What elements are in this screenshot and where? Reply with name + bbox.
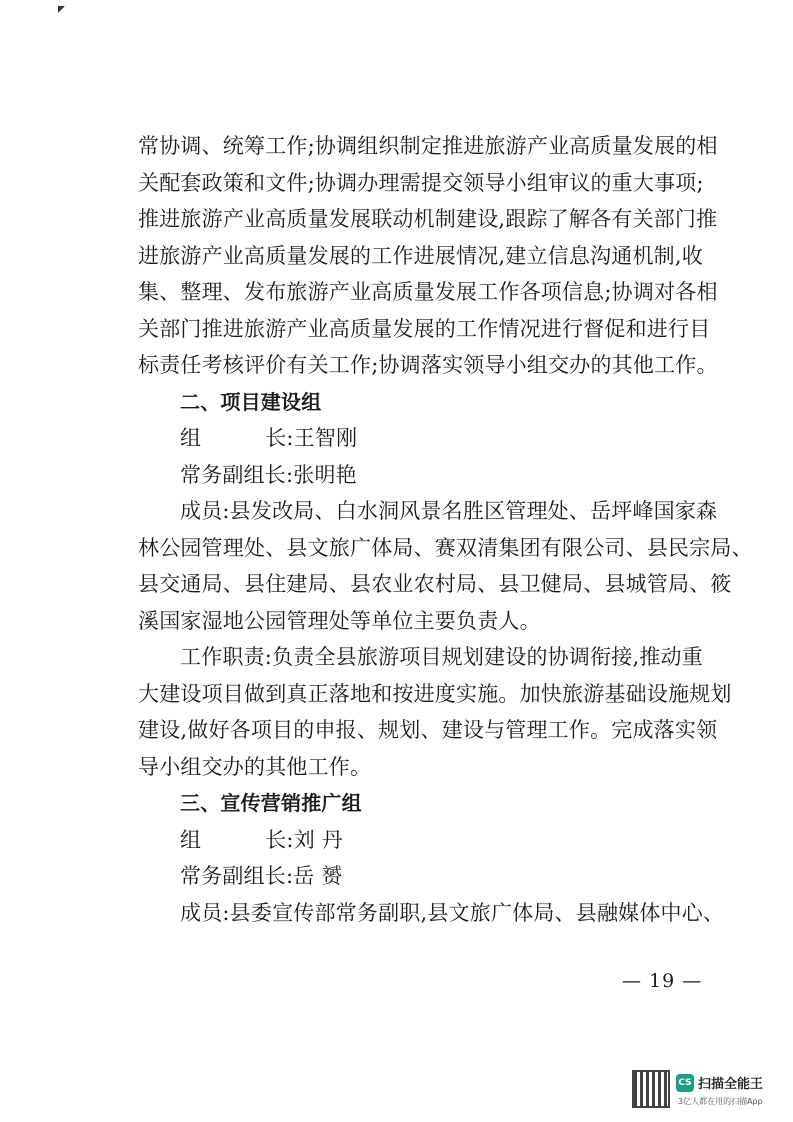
deputy-name: 岳 赟 [293,864,343,888]
leader-label-2: 长: [265,426,294,450]
leader-line [138,822,678,859]
deputy-name: 张明艳 [293,462,357,487]
members-line: 县交通局、县住建局、县农业农村局、县卫健局、县城管局、筱 [138,572,732,596]
watermark-subtitle: 3亿人都在用的扫描App [678,1097,763,1106]
duties-line: 建设,做好各项目的申报、规划、建设与管理工作。完成落实领 [138,718,718,742]
leader-label-2: 长: [265,827,294,852]
paragraph-line: 关配套政策和文件;协调办理需提交领导小组审议的重大事项; [138,170,704,195]
paragraph-line: 集、整理、发布旅游产业高质量发展工作各项信息;协调对各相 [138,280,718,304]
deputy-line [138,457,678,494]
paragraph-line: 关部门推进旅游产业高质量发展的工作情况进行督促和进行目 [138,316,711,341]
body-text [138,128,753,931]
paragraph-line: 推进旅游产业高质量发展联动机制建设,跟踪了解各有关部门推 [138,207,718,231]
paragraph-line: 常协调、统筹工作;协调组织制定推进旅游产业高质量发展的相 [138,134,718,158]
duties-line: 工作职责:负责全县旅游项目规划建设的协调衔接,推动重 [180,645,703,669]
paragraph-line: 标责任考核评价有关工作;协调落实领导小组交办的其他工作。 [138,353,718,377]
section-heading: 三、宣传营销推广组 [180,791,362,815]
deputy-label: 常务副组长: [180,864,294,888]
page-number: — 19 — [622,970,703,992]
members-line: 成员:县发改局、白水洞风景名胜区管理处、岳坪峰国家森 [180,499,718,523]
paragraph-line: 进旅游产业高质量发展的工作进展情况,建立信息沟通机制,收 [138,243,703,268]
duties-line: 导小组交办的其他工作。 [138,754,372,779]
qr-code-icon [632,1070,670,1108]
section-heading: 二、项目建设组 [180,389,322,414]
leader-name: 王智刚 [293,426,358,450]
members-line: 成员:县委宣传部常务副职,县文旅广体局、县融媒体中心、 [180,900,725,925]
cs-logo-icon: CS [676,1074,694,1092]
members-line: 溪国家湿地公园管理处等单位主要负责人。 [138,608,541,633]
leader-label-1: 组 [180,426,202,450]
leader-line [138,420,678,457]
deputy-label: 常务副组长: [180,462,294,487]
deputy-line [138,858,678,895]
leader-name: 刘 丹 [293,827,343,852]
leader-label-1: 组 [180,827,202,852]
scanner-watermark [632,1066,782,1112]
corner-mark [58,6,65,13]
members-line: 林公园管理处、县文旅广体局、赛双清集团有限公司、县民宗局、 [138,535,753,560]
duties-line: 大建设项目做到真正落地和按进度实施。加快旅游基础设施规划 [138,681,732,706]
watermark-title: 扫描全能王 [698,1077,764,1092]
